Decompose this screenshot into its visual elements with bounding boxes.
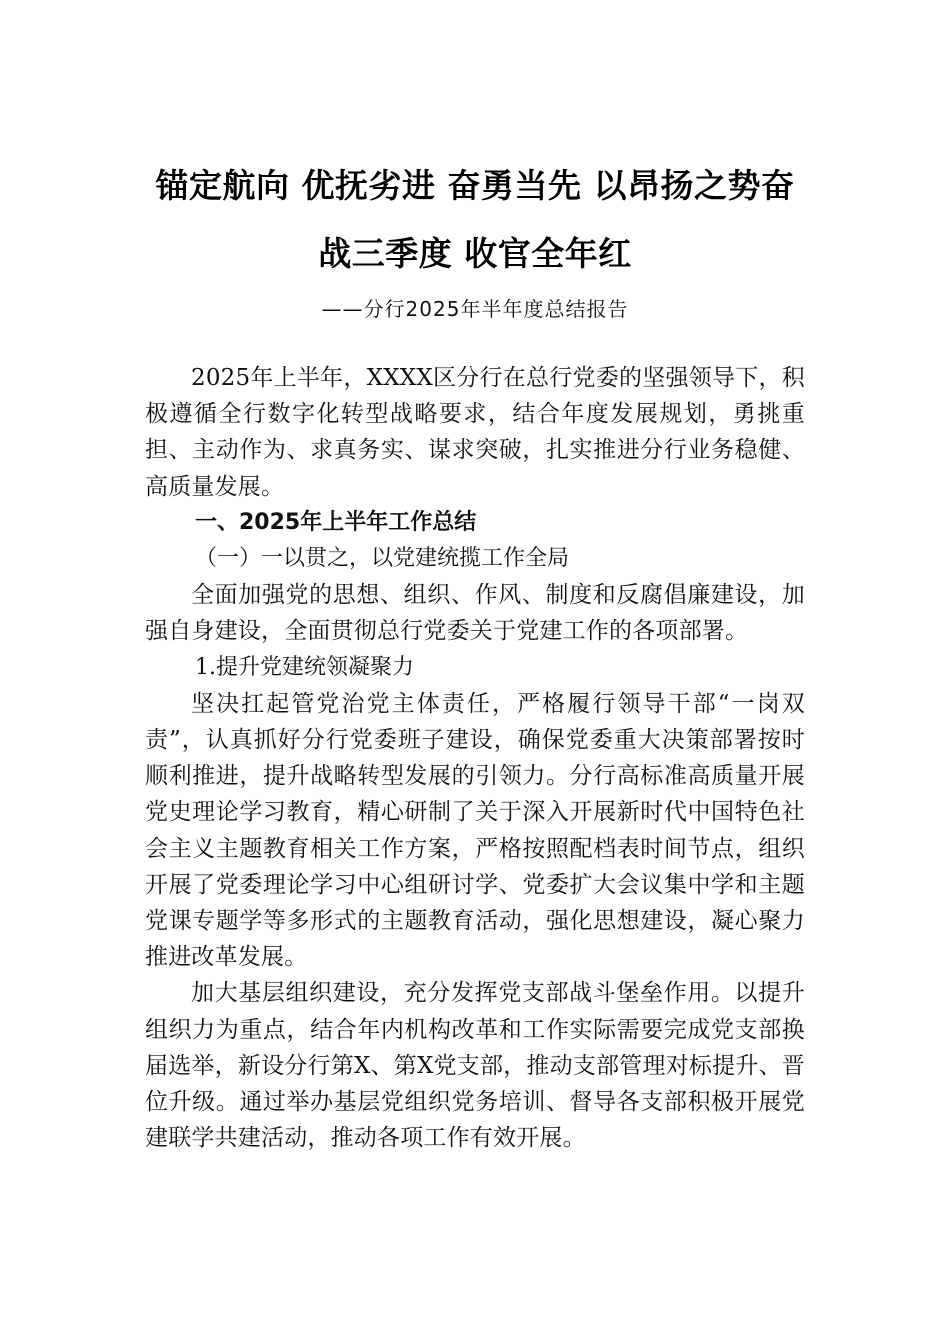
document-title-line-1: 锚定航向 优抚劣进 奋勇当先 以昂扬之势奋 <box>155 166 795 205</box>
intro-paragraph: 2025年上半年，XXXX区分行在总行党委的坚强领导下，积极遵循全行数字化转型战略要求，结合年度发展规划，勇挑重担、主动作为、求真务实、谋求突破，扎实推进分行业务稳健、高质量发展。 <box>145 365 805 500</box>
document-title-line-2: 战三季度 收官全年红 <box>318 234 632 273</box>
document-subtitle: ——分行2025年半年度总结报告 <box>321 297 629 321</box>
subsection-paragraph: 全面加强党的思想、组织、作风、制度和反腐倡廉建设，加强自身建设，全面贯彻总行党委关于党建工作的各项部署。 <box>145 582 805 645</box>
section-heading: 一、2025年上半年工作总结 <box>195 509 477 535</box>
item-paragraph-2: 加大基层组织建设，充分发挥党支部战斗堡垒作用。以提升组织力为重点，结合年内机构改革和工作实际需要完成党支部换届选举，新设分行第X、第X党支部，推动支部管理对标提升、晋位升级。通过举办基层党组织党务培训、督导各支部积极开展党建联学共建活动，推动各项工作有效开展。 <box>145 980 805 1152</box>
item-heading: 1.提升党建统领凝聚力 <box>195 654 414 680</box>
subsection-heading: （一）一以贯之，以党建统揽工作全局 <box>195 546 570 572</box>
item-paragraph-1: 坚决扛起管党治党主体责任，严格履行领导干部“一岗双责”，认真抓好分行党委班子建设，确保党委重大决策部署按时顺利推进，提升战略转型发展的引领力。分行高标准高质量开展党史理论学习教育，精心研制了关于深入开展新时代中国特色社会主义主题教育相关工作方案，严格按照配档表时间节点，组织开展了党委理论学习中心组研讨学、党委扩大会议集中学和主题党课专题学等多形式的主题教育活动，强化思想建设，凝心聚力推进改革发展。 <box>145 690 805 971</box>
document-body <box>145 360 805 1156</box>
